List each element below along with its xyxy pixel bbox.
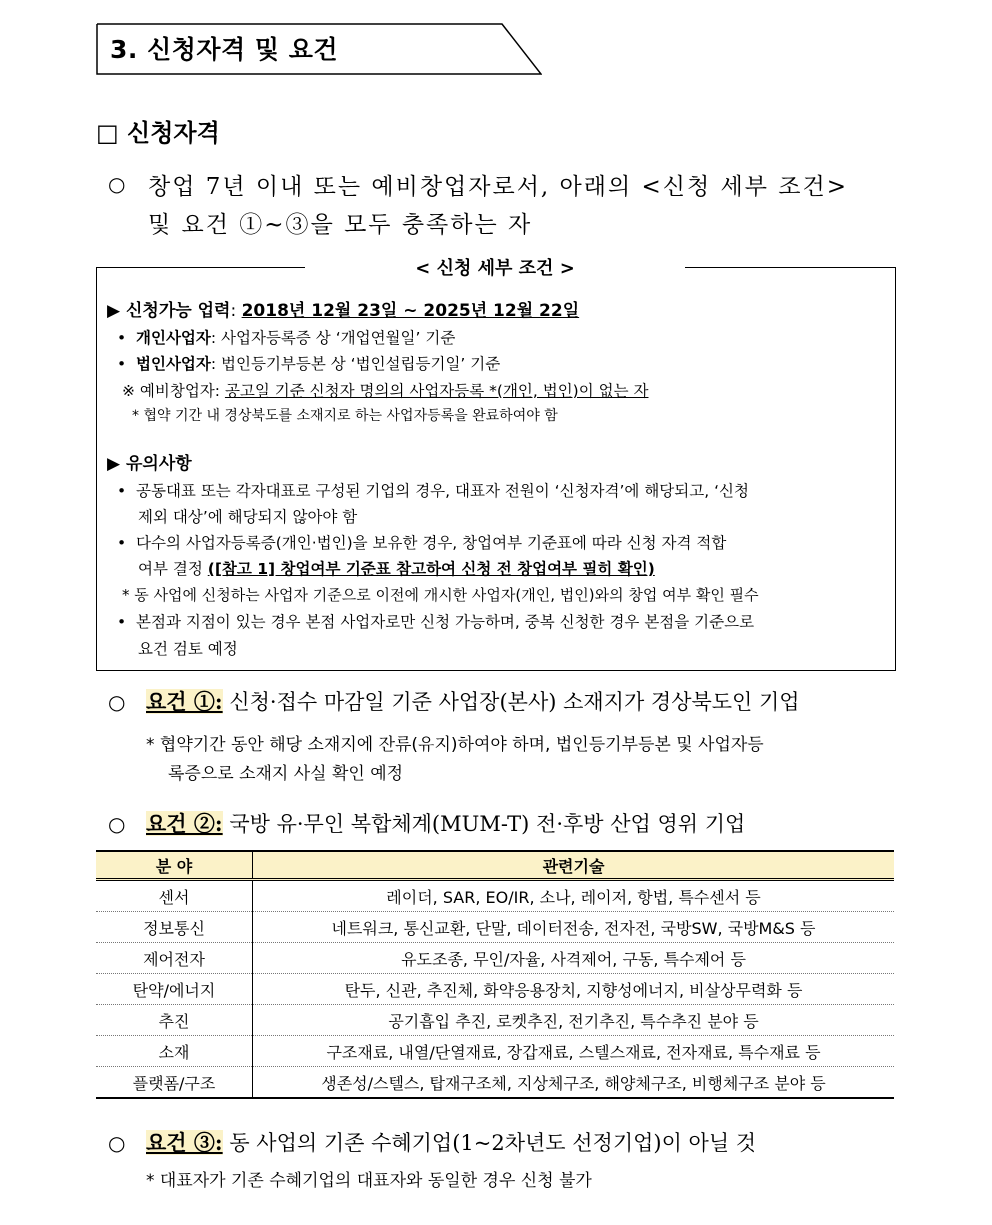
intro-line-2-a: 및 요건 — [148, 212, 240, 238]
field-cell: 플랫폼/구조 — [96, 1067, 253, 1099]
note-1-text: 공동대표 또는 각자대표로 구성된 기업의 경우, 대표자 전원이 ‘신청자격’에 해당되고, ‘신청 — [136, 482, 749, 500]
tech-cell: 생존성/스텔스, 탑재구조체, 지상체구조, 해양체구조, 비행체구조 분야 등 — [253, 1067, 895, 1099]
corporate-line — [117, 352, 500, 374]
req1-sub-line-1: * 협약기간 동안 해당 소재지에 잔류(유지)하여야 하며, 법인등기부등본 및 사업자등 — [146, 735, 764, 755]
req3-text: 동 사업의 기존 수혜기업(1~2차년도 선정기업)이 아닐 것 — [229, 1131, 757, 1155]
req3-sub: * 대표자가 기존 수혜기업의 대표자와 동일한 경우 신청 불가 — [146, 1171, 592, 1191]
table-row — [96, 974, 894, 1005]
preliminary-prefix: ※ 예비창업자: — [122, 382, 225, 400]
tech-cell: 탄두, 신관, 추진체, 화약응용장치, 지향성에너지, 비살상무력화 등 — [253, 974, 895, 1005]
tech-cell: 유도조종, 무인/자율, 사격제어, 구동, 특수제어 등 — [253, 943, 895, 974]
req1-line — [146, 686, 800, 716]
req2-text: 국방 유·무인 복합체계(MUM-T) 전·후방 산업 영위 기업 — [229, 812, 746, 836]
intro-line-2-c: 을 모두 충족하는 자 — [310, 212, 533, 238]
req3-label: 요건 ③: — [146, 1130, 223, 1155]
req2-bullet: ○ — [108, 812, 126, 836]
tech-cell: 레이더, SAR, EO/IR, 소나, 레이저, 항법, 특수센서 등 — [253, 880, 895, 912]
individual-text: : 사업자등록증 상 ‘개업연월일’ 기준 — [210, 329, 456, 347]
eligibility-heading: □ 신청자격 — [96, 119, 220, 147]
tech-cell: 구조재료, 내열/단열재료, 장갑재료, 스텔스재료, 전자재료, 특수재료 등 — [253, 1036, 895, 1067]
req3-line — [146, 1127, 756, 1157]
individual-line — [117, 326, 455, 348]
note-2-text: 다수의 사업자등록증(개인·법인)을 보유한 경우, 창업여부 기준표에 따라 신청 자격 적합 — [136, 534, 727, 552]
field-cell: 센서 — [96, 880, 253, 912]
preliminary-note: * 협약 기간 내 경상북도를 소재지로 하는 사업자등록을 완료하여야 함 — [132, 408, 558, 424]
tech-cell: 공기흡입 추진, 로켓추진, 전기추진, 특수추진 분야 등 — [253, 1005, 895, 1036]
note-2-reference: ([참고 1] 창업여부 기준표 참고하여 신청 전 창업여부 필히 확인) — [207, 560, 655, 578]
note-2-sub: * 동 사업에 신청하는 사업자 기준으로 이전에 개시한 사업자(개인, 법인)와의 창업 여부 확인 필수 — [122, 586, 759, 604]
req1-text: 신청·접수 마감일 기준 사업장(본사) 소재지가 경상북도인 기업 — [229, 690, 800, 714]
field-cell: 제어전자 — [96, 943, 253, 974]
req2-label: 요건 ②: — [146, 811, 223, 836]
table-row — [96, 1005, 894, 1036]
note-1-line-2: 제외 대상’에 해당되지 않아야 함 — [138, 508, 358, 526]
dot: • — [117, 534, 127, 552]
period-line — [107, 296, 579, 321]
field-cell: 추진 — [96, 1005, 253, 1036]
req1-label: 요건 ①: — [146, 689, 223, 714]
section-title: 3. 신청자격 및 요건 — [110, 35, 339, 64]
dot: • — [117, 482, 127, 500]
table-header-row — [96, 851, 894, 880]
field-cell: 탄약/에너지 — [96, 974, 253, 1005]
note-3-line-1 — [117, 610, 754, 632]
period-label: ▶ 신청가능 업력 — [107, 301, 231, 321]
field-cell: 정보통신 — [96, 912, 253, 943]
preliminary-line — [122, 379, 648, 401]
dot: • — [117, 613, 127, 631]
note-2-line-2 — [138, 557, 655, 579]
note-2-line-2-a: 여부 결정 — [138, 560, 208, 578]
field-cell: 소재 — [96, 1036, 253, 1067]
req1-sub-line-2: 록증으로 소재지 사실 확인 예정 — [168, 764, 404, 784]
preliminary-text: 공고일 기준 신청자 명의의 사업자등록 *(개인, 법인)이 없는 자 — [224, 382, 649, 400]
tech-table — [96, 850, 894, 1099]
intro-bullet: ○ — [108, 172, 126, 196]
intro-requirement-range: ①~③ — [239, 212, 311, 238]
table-row — [96, 880, 894, 912]
table-row — [96, 912, 894, 943]
intro-line-1: 창업 7년 이내 또는 예비창업자로서, 아래의 <신청 세부 조건> — [148, 174, 848, 200]
note-3-text: 본점과 지점이 있는 경우 본점 사업자로만 신청 가능하며, 중복 신청한 경우 본점을 기준으로 — [136, 613, 755, 631]
table-row — [96, 1036, 894, 1067]
header-tech: 관련기술 — [253, 851, 895, 880]
table-row — [96, 1067, 894, 1099]
table-row — [96, 943, 894, 974]
notes-heading: ▶ 유의사항 — [107, 454, 192, 474]
intro-line-2 — [148, 206, 532, 239]
period-colon: : — [230, 301, 242, 321]
req3-bullet: ○ — [108, 1131, 126, 1155]
period-value: 2018년 12월 23일 ~ 2025년 12월 22일 — [241, 301, 580, 321]
individual-label: 개인사업자 — [136, 329, 211, 347]
corporate-text: : 법인등기부등본 상 ‘법인설립등기일’ 기준 — [210, 355, 501, 373]
dot: • — [117, 355, 127, 373]
req1-bullet: ○ — [108, 690, 126, 714]
corporate-label: 법인사업자 — [136, 355, 211, 373]
header-field: 분 야 — [96, 851, 253, 880]
note-3-line-2: 요건 검토 예정 — [138, 640, 238, 658]
dot: • — [117, 329, 127, 347]
note-1-line-1 — [117, 479, 749, 501]
conditions-box-title: < 신청 세부 조건 > — [305, 254, 685, 280]
note-2-line-1 — [117, 531, 726, 553]
req2-line — [146, 808, 745, 838]
tech-cell: 네트워크, 통신교환, 단말, 데이터전송, 전자전, 국방SW, 국방M&S 등 — [253, 912, 895, 943]
